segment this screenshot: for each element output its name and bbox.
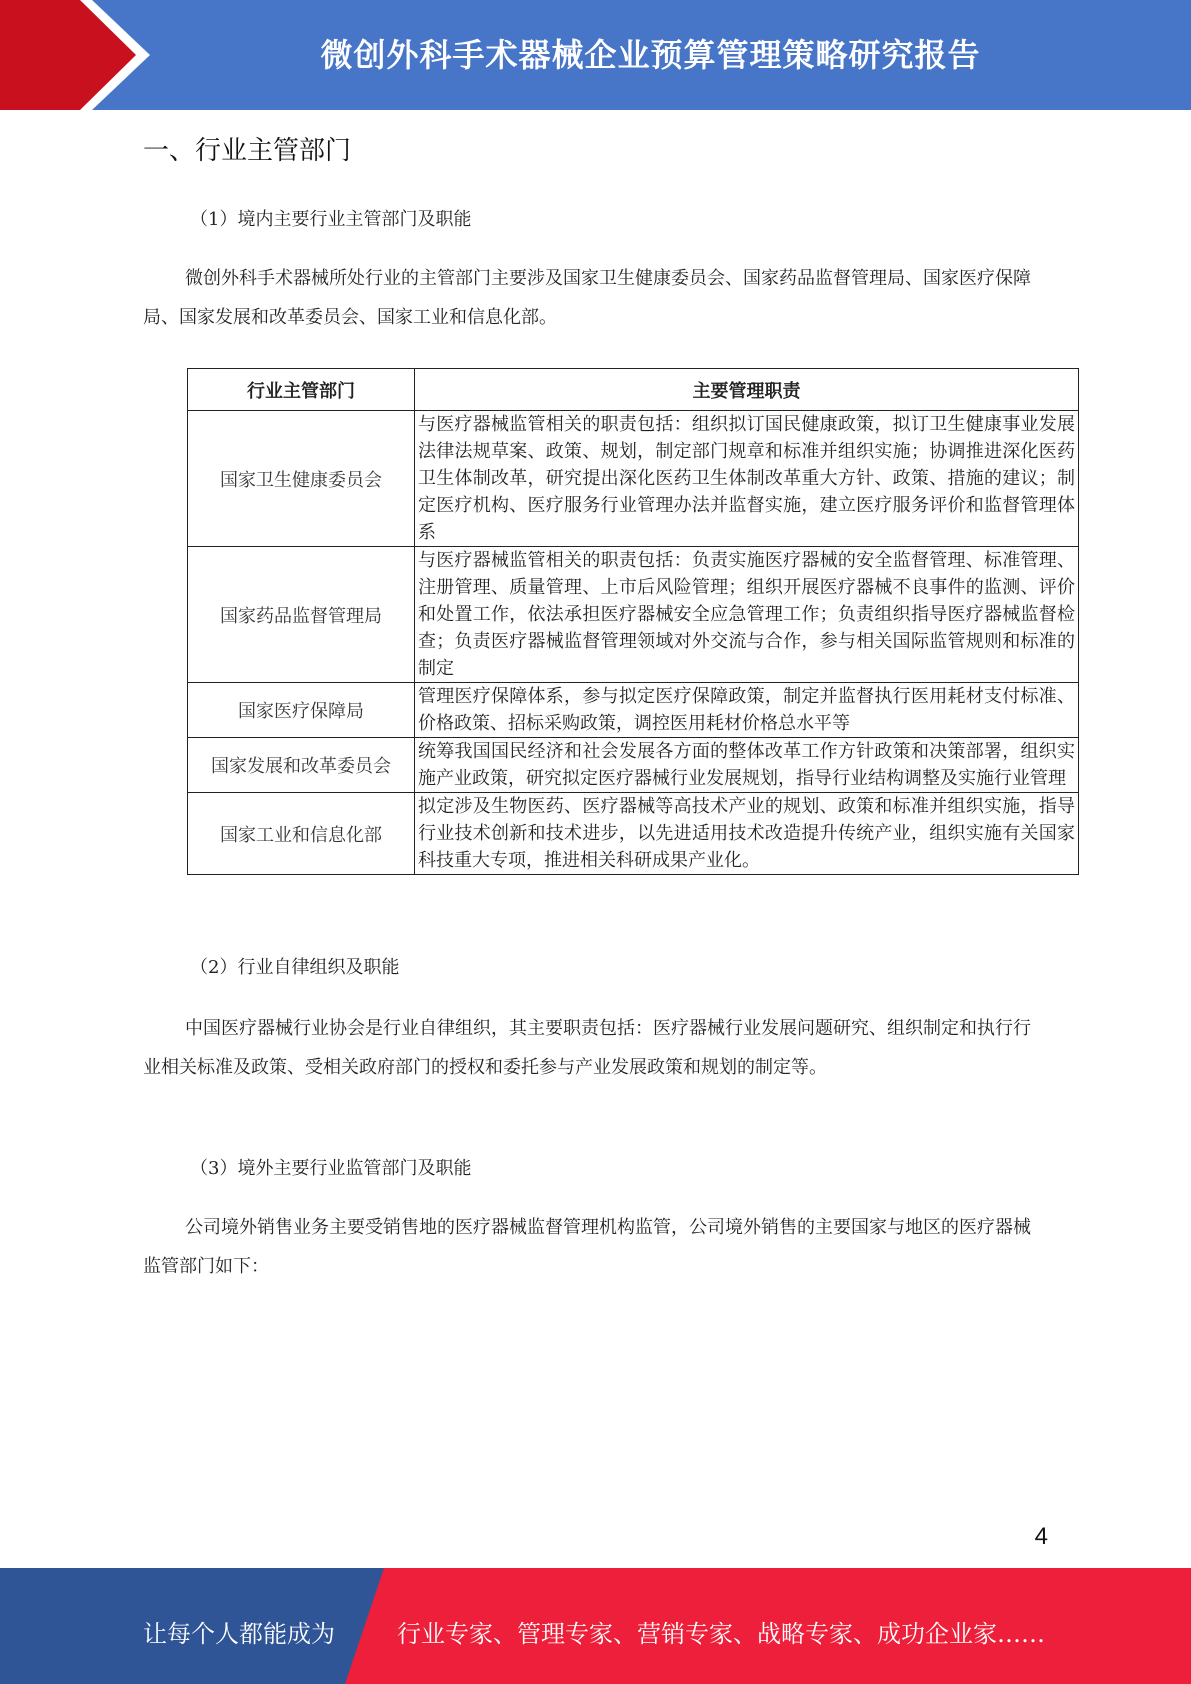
table-header-dept: 行业主管部门	[188, 369, 415, 411]
subsection-1-title: （1）境内主要行业主管部门及职能	[190, 209, 472, 230]
table-row	[188, 738, 1079, 793]
subsection-3-title: （3）境外主要行业监管部门及职能	[190, 1158, 472, 1179]
page-number: 4	[1034, 1523, 1048, 1550]
table-row	[188, 411, 1079, 547]
paragraph-2: 中国医疗器械行业协会是行业自律组织，其主要职责包括：医疗器械行业发展问题研究、组织制定和执行行业相关标准及政策、受相关政府部门的授权和委托参与产业发展政策和规划的制定等。	[143, 1018, 1031, 1078]
footer-slogan-right: 行业专家、管理专家、营销专家、战略专家、成功企业家……	[397, 1620, 1045, 1648]
dept-cell: 国家发展和改革委员会	[188, 738, 415, 793]
table-row	[188, 683, 1079, 738]
section-heading: 一、行业主管部门	[143, 136, 352, 166]
subsection-2-title: （2）行业自律组织及职能	[190, 957, 400, 978]
dept-cell: 国家工业和信息化部	[188, 793, 415, 875]
document-title: 微创外科手术器械企业预算管理策略研究报告	[320, 36, 981, 74]
duties-cell: 管理医疗保障体系，参与拟定医疗保障政策，制定并监督执行医用耗材支付标准、价格政策、招标采购政策，调控医用耗材价格总水平等	[415, 683, 1079, 738]
paragraph-1: 微创外科手术器械所处行业的主管部门主要涉及国家卫生健康委员会、国家药品监督管理局、国家医疗保障局、国家发展和改革委员会、国家工业和信息化部。	[143, 268, 1031, 328]
duties-cell: 统筹我国国民经济和社会发展各方面的整体改革工作方针政策和决策部署，组织实施产业政策，研究拟定医疗器械行业发展规划，指导行业结构调整及实施行业管理	[415, 738, 1079, 793]
duties-cell: 与医疗器械监管相关的职责包括：负责实施医疗器械的安全监督管理、标准管理、注册管理、质量管理、上市后风险管理；组织开展医疗器械不良事件的监测、评价和处置工作，依法承担医疗器械安全应急管理工作；负责组织指导医疗器械监督检查；负责医疗器械监督管理领域对外交流与合作，参与相关国际监管规则和标准的制定	[415, 547, 1079, 683]
duties-cell: 拟定涉及生物医药、医疗器械等高技术产业的规划、政策和标准并组织实施，指导行业技术创新和技术进步，以先进适用技术改造提升传统产业，组织实施有关国家科技重大专项，推进相关科研成果产业化。	[415, 793, 1079, 875]
table-row	[188, 793, 1079, 875]
table-header-duties: 主要管理职责	[415, 369, 1079, 411]
duties-cell: 与医疗器械监管相关的职责包括：组织拟订国民健康政策，拟订卫生健康事业发展法律法规草案、政策、规划，制定部门规章和标准并组织实施；协调推进深化医药卫生体制改革，研究提出深化医药卫生体制改革重大方针、政策、措施的建议；制定医疗机构、医疗服务行业管理办法并监督实施，建立医疗服务评价和监督管理体系	[415, 411, 1079, 547]
table-row	[188, 547, 1079, 683]
regulators-table	[187, 368, 1079, 875]
dept-cell: 国家药品监督管理局	[188, 547, 415, 683]
dept-cell: 国家医疗保障局	[188, 683, 415, 738]
table-header-row	[188, 369, 1079, 411]
paragraph-3: 公司境外销售业务主要受销售地的医疗器械监督管理机构监管，公司境外销售的主要国家与地区的医疗器械监管部门如下：	[143, 1217, 1031, 1277]
dept-cell: 国家卫生健康委员会	[188, 411, 415, 547]
header-banner	[0, 0, 1191, 110]
footer-slogan-left: 让每个人都能成为	[143, 1620, 335, 1648]
